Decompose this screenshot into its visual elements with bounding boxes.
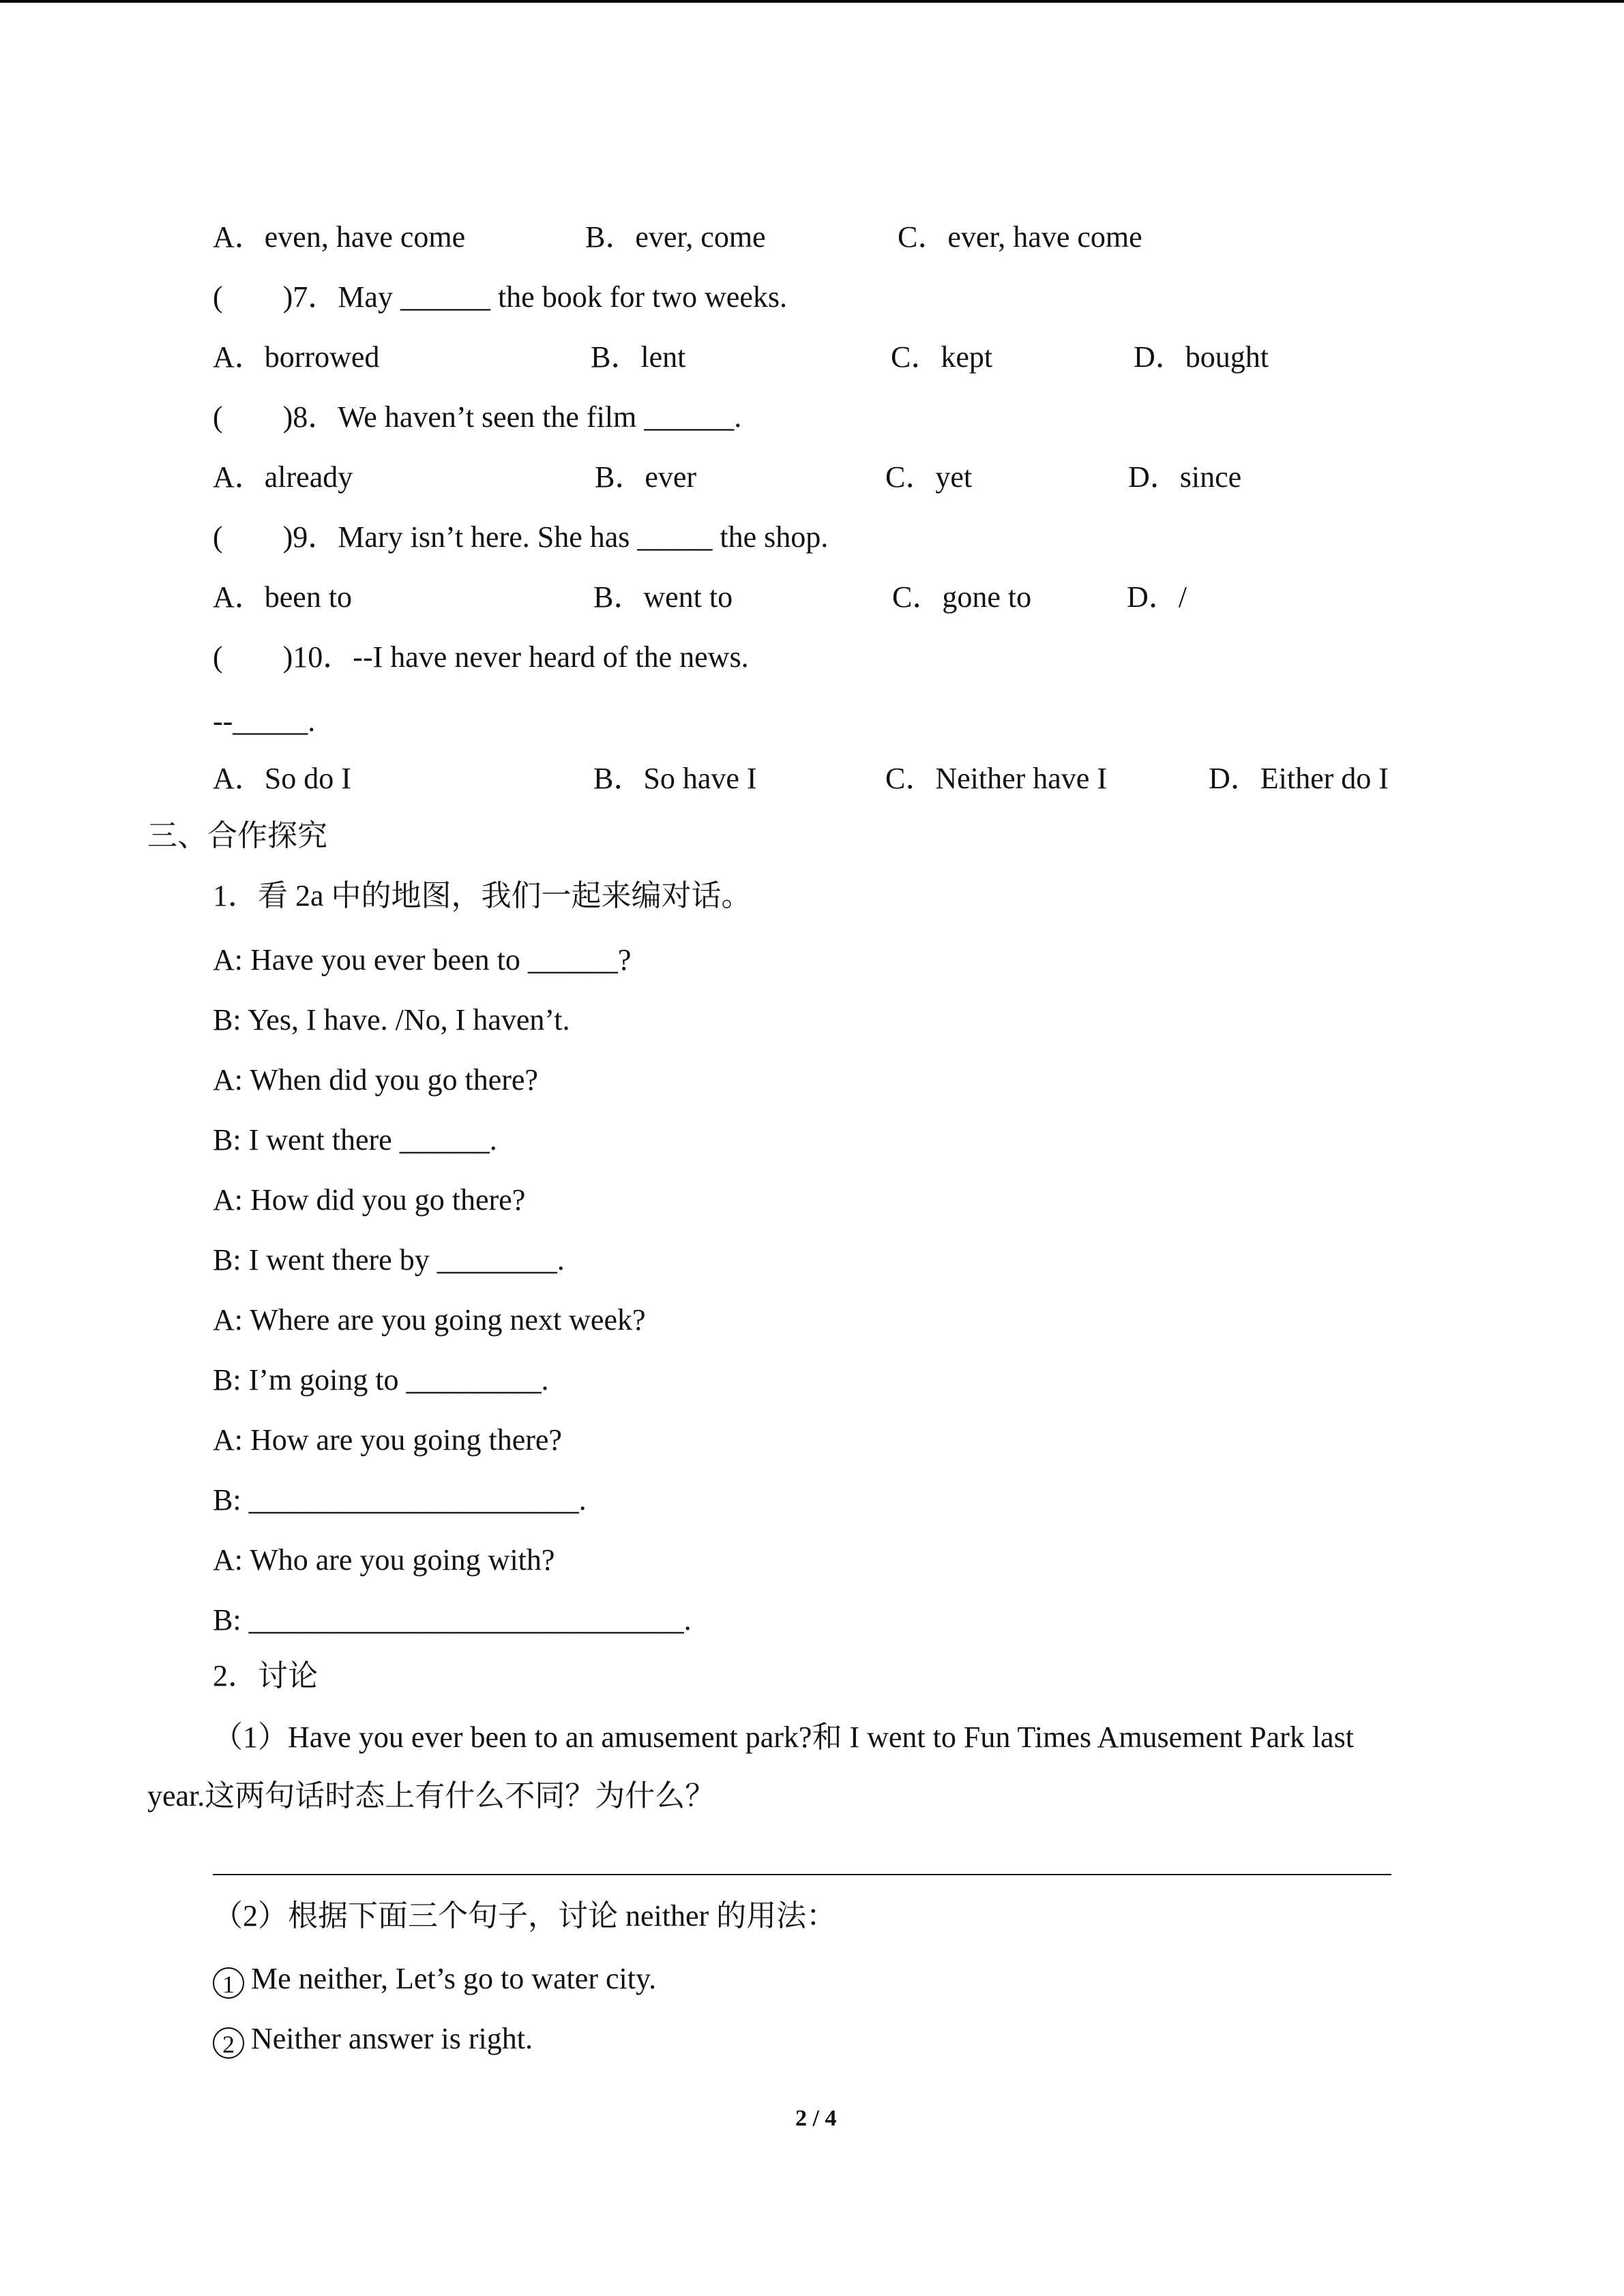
- dialogue-line: A: How are you going there?: [213, 1423, 562, 1457]
- q10-stem-reply: --_____.: [213, 704, 316, 738]
- circled-number-1: 1: [213, 1967, 244, 1999]
- q6-option-c: C．ever, have come: [898, 220, 1142, 254]
- q6-option-a: A．even, have come: [213, 220, 466, 254]
- circled-number-2: 2: [213, 2027, 244, 2059]
- dialogue-line: B: ______________________.: [213, 1483, 587, 1517]
- dialogue-line: A: Where are you going next week?: [213, 1303, 646, 1337]
- example-sentence-1: [213, 1964, 656, 1999]
- answer-line: [213, 1874, 1391, 1875]
- example-sentence-1-text: Me neither, Let’s go to water city.: [251, 1962, 657, 1995]
- q9-option-c: C．gone to: [892, 580, 1032, 614]
- q6-option-b: B．ever, come: [585, 220, 766, 254]
- q8-option-d: D．since: [1128, 460, 1242, 494]
- discussion-2: （2）根据下面三个句子，讨论 neither 的用法：: [213, 1899, 837, 1933]
- example-sentence-2-text: Neither answer is right.: [251, 2022, 533, 2055]
- q10-option-b: B．So have I: [593, 762, 757, 795]
- q9-option-b: B．went to: [593, 580, 733, 614]
- q7-option-a: A．borrowed: [213, 340, 380, 374]
- q10-option-c: C．Neither have I: [885, 762, 1107, 795]
- dialogue-line: B: Yes, I have. /No, I haven’t.: [213, 1003, 570, 1037]
- q7-stem: ( )7．May ______ the book for two weeks.: [213, 280, 787, 314]
- q8-option-c: C．yet: [885, 460, 973, 494]
- q8-stem: ( )8．We haven’t seen the film ______.: [213, 400, 742, 434]
- page-number: 2 / 4: [795, 2106, 837, 2131]
- q10-stem: ( )10．--I have never heard of the news.: [213, 640, 749, 674]
- dialogue-line: A: Who are you going with?: [213, 1543, 555, 1577]
- dialogue-line: A: How did you go there?: [213, 1183, 526, 1217]
- example-sentence-2: [213, 2024, 533, 2059]
- q7-option-b: B．lent: [591, 340, 686, 374]
- section-3-item-1: 1．看 2a 中的地图，我们一起来编对话。: [213, 879, 752, 912]
- top-border: [0, 0, 1624, 3]
- q9-option-d: D．/: [1127, 580, 1187, 614]
- dialogue-line: A: When did you go there?: [213, 1063, 538, 1097]
- q8-option-a: A．already: [213, 460, 353, 494]
- q8-option-b: B．ever: [595, 460, 697, 494]
- q10-option-a: A．So do I: [213, 762, 351, 795]
- section-3-title: 三、合作探究: [147, 819, 327, 852]
- item-2-heading: 2．讨论: [213, 1659, 318, 1693]
- discussion-1-line-2: year.这两句话时态上有什么不同？为什么？: [147, 1779, 715, 1813]
- dialogue-line: A: Have you ever been to ______?: [213, 943, 632, 976]
- dialogue-line: B: _____________________________.: [213, 1603, 692, 1637]
- q9-option-a: A．been to: [213, 580, 353, 614]
- discussion-1-line-1: （1）Have you ever been to an amusement park?和 I went to Fun Times Amusement Park last: [213, 1720, 1354, 1754]
- dialogue-line: B: I went there by ________.: [213, 1243, 565, 1277]
- dialogue-line: B: I’m going to _________.: [213, 1363, 549, 1397]
- q9-stem: ( )9．Mary isn’t here. She has _____ the shop.: [213, 520, 829, 554]
- q10-option-d: D．Either do I: [1209, 762, 1389, 795]
- q7-option-c: C．kept: [891, 340, 993, 374]
- q7-option-d: D．bought: [1134, 340, 1269, 374]
- dialogue-line: B: I went there ______.: [213, 1123, 497, 1157]
